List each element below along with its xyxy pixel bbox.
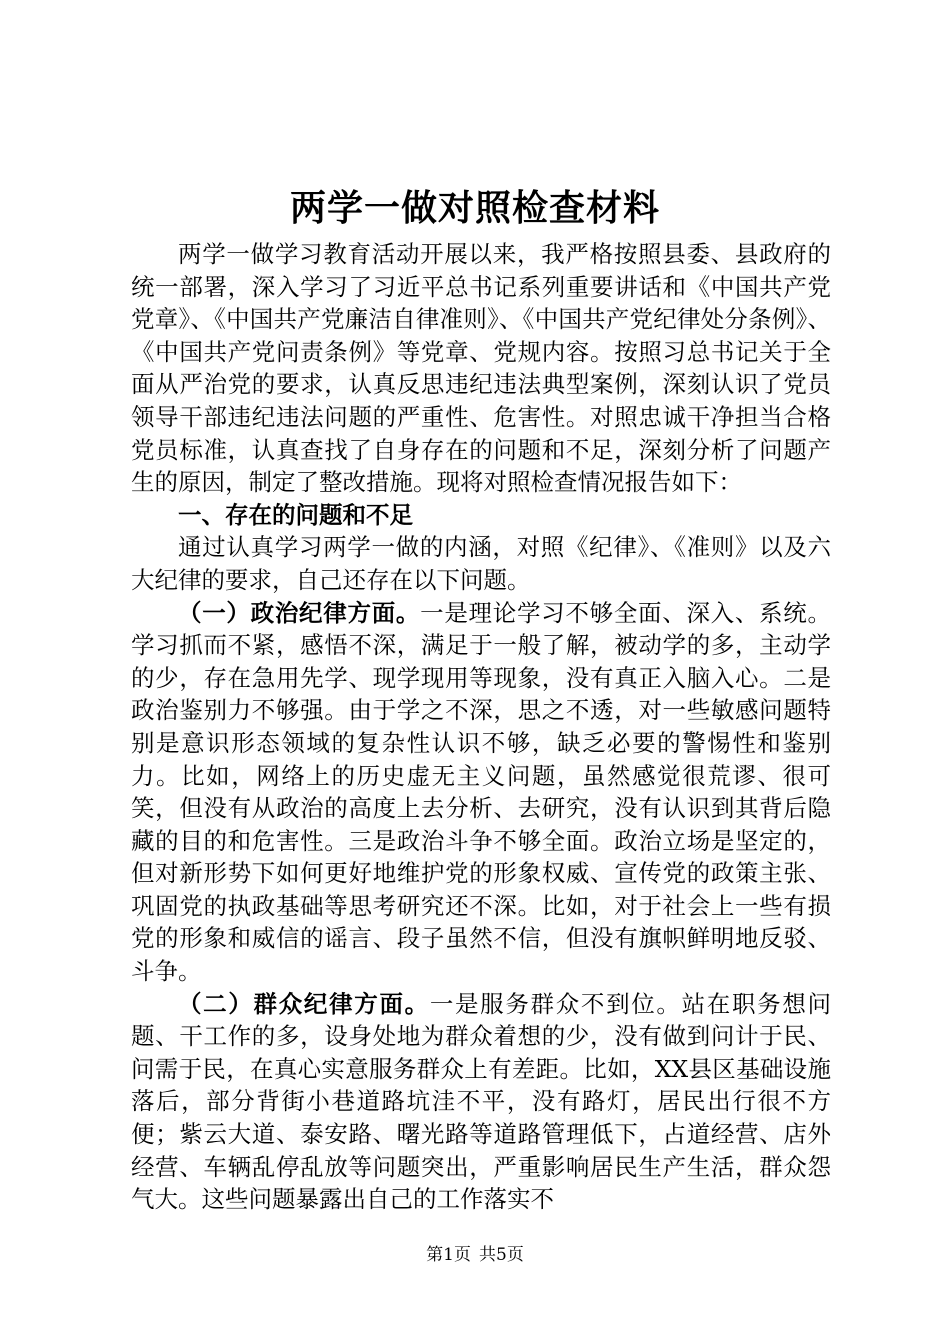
section-heading: 一、存在的问题和不足 [178,500,413,529]
item-paragraph-masses [131,988,831,1216]
item-text-political: 一是理论学习不够全面、深入、系统。学习抓而不紧，感悟不深，满足于一般了解，被动学的多，主动学的少，存在急用先学、现学现用等现象，没有真正入脑入心。二是政治鉴别力不够强。由于学之不深，思之不透，对一些敏感问题特别是意识形态领域的复杂性认识不够，缺乏必要的警惕性和鉴别力。比如，网络上的历史虚无主义问题，虽然感觉很荒谬、很可笑，但没有从政治的高度上去分析、去研究，没有认识到其背后隐藏的目的和危害性。三是政治斗争不够全面。政治立场是坚定的，但对新形势下如何更好地维护党的形象权威、宣传党的政策主张、巩固党的执政基础等思考研究还不深。比如，对于社会上一些有损党的形象和威信的谣言、段子虽然不信，但没有旗帜鲜明地反驳、斗争。 [131,598,832,986]
document-title: 两学一做对照检查材料 [289,188,660,229]
item-text-masses: 一是服务群众不到位。站在职务想问题、干工作的多，设身处地为群众着想的少，没有做到问计于民、问需于民，在真心实意服务群众上有差距。比如，XX县区基础设施落后，部分背街小巷道路坑洼不平，没有路灯，居民出行很不方便；紫云大道、泰安路、曙光路等道路管理低下，占道经营、店外经营、车辆乱停乱放等问题突出，严重影响居民生产生活，群众怨气大。这些问题暴露出自己的工作落实不 [131,989,832,1214]
item-paragraph-political [131,597,831,988]
section-intro-paragraph: 通过认真学习两学一做的内涵，对照《纪律》、《准则》以及六大纪律的要求，自己还存在以下问题。 [131,533,831,594]
item-lead-masses: （二）群众纪律方面。 [178,989,430,1018]
intro-paragraph: 两学一做学习教育活动开展以来，我严格按照县委、县政府的统一部署，深入学习了习近平总书记系列重要讲话和《中国共产党党章》、《中国共产党廉洁自律准则》、《中国共产党纪律处分条例》、《中国共产党问责条例》等党章、党规内容。按照习总书记关于全面从严治党的要求，认真反思违纪违法典型案例，深刻认识了党员领导干部违纪违法问题的严重性、危害性。对照忠诚干净担当合格党员标准，认真查找了自身存在的问题和不足，深刻分析了问题产生的原因，制定了整改措施。现将对照检查情况报告如下： [131,240,831,497]
item-lead-political: （一）政治纪律方面。 [178,598,421,627]
page-number: 第1页 [426,1245,471,1265]
document-body [131,238,831,1216]
page-total: 共5页 [479,1245,524,1265]
page-footer [0,1243,950,1267]
